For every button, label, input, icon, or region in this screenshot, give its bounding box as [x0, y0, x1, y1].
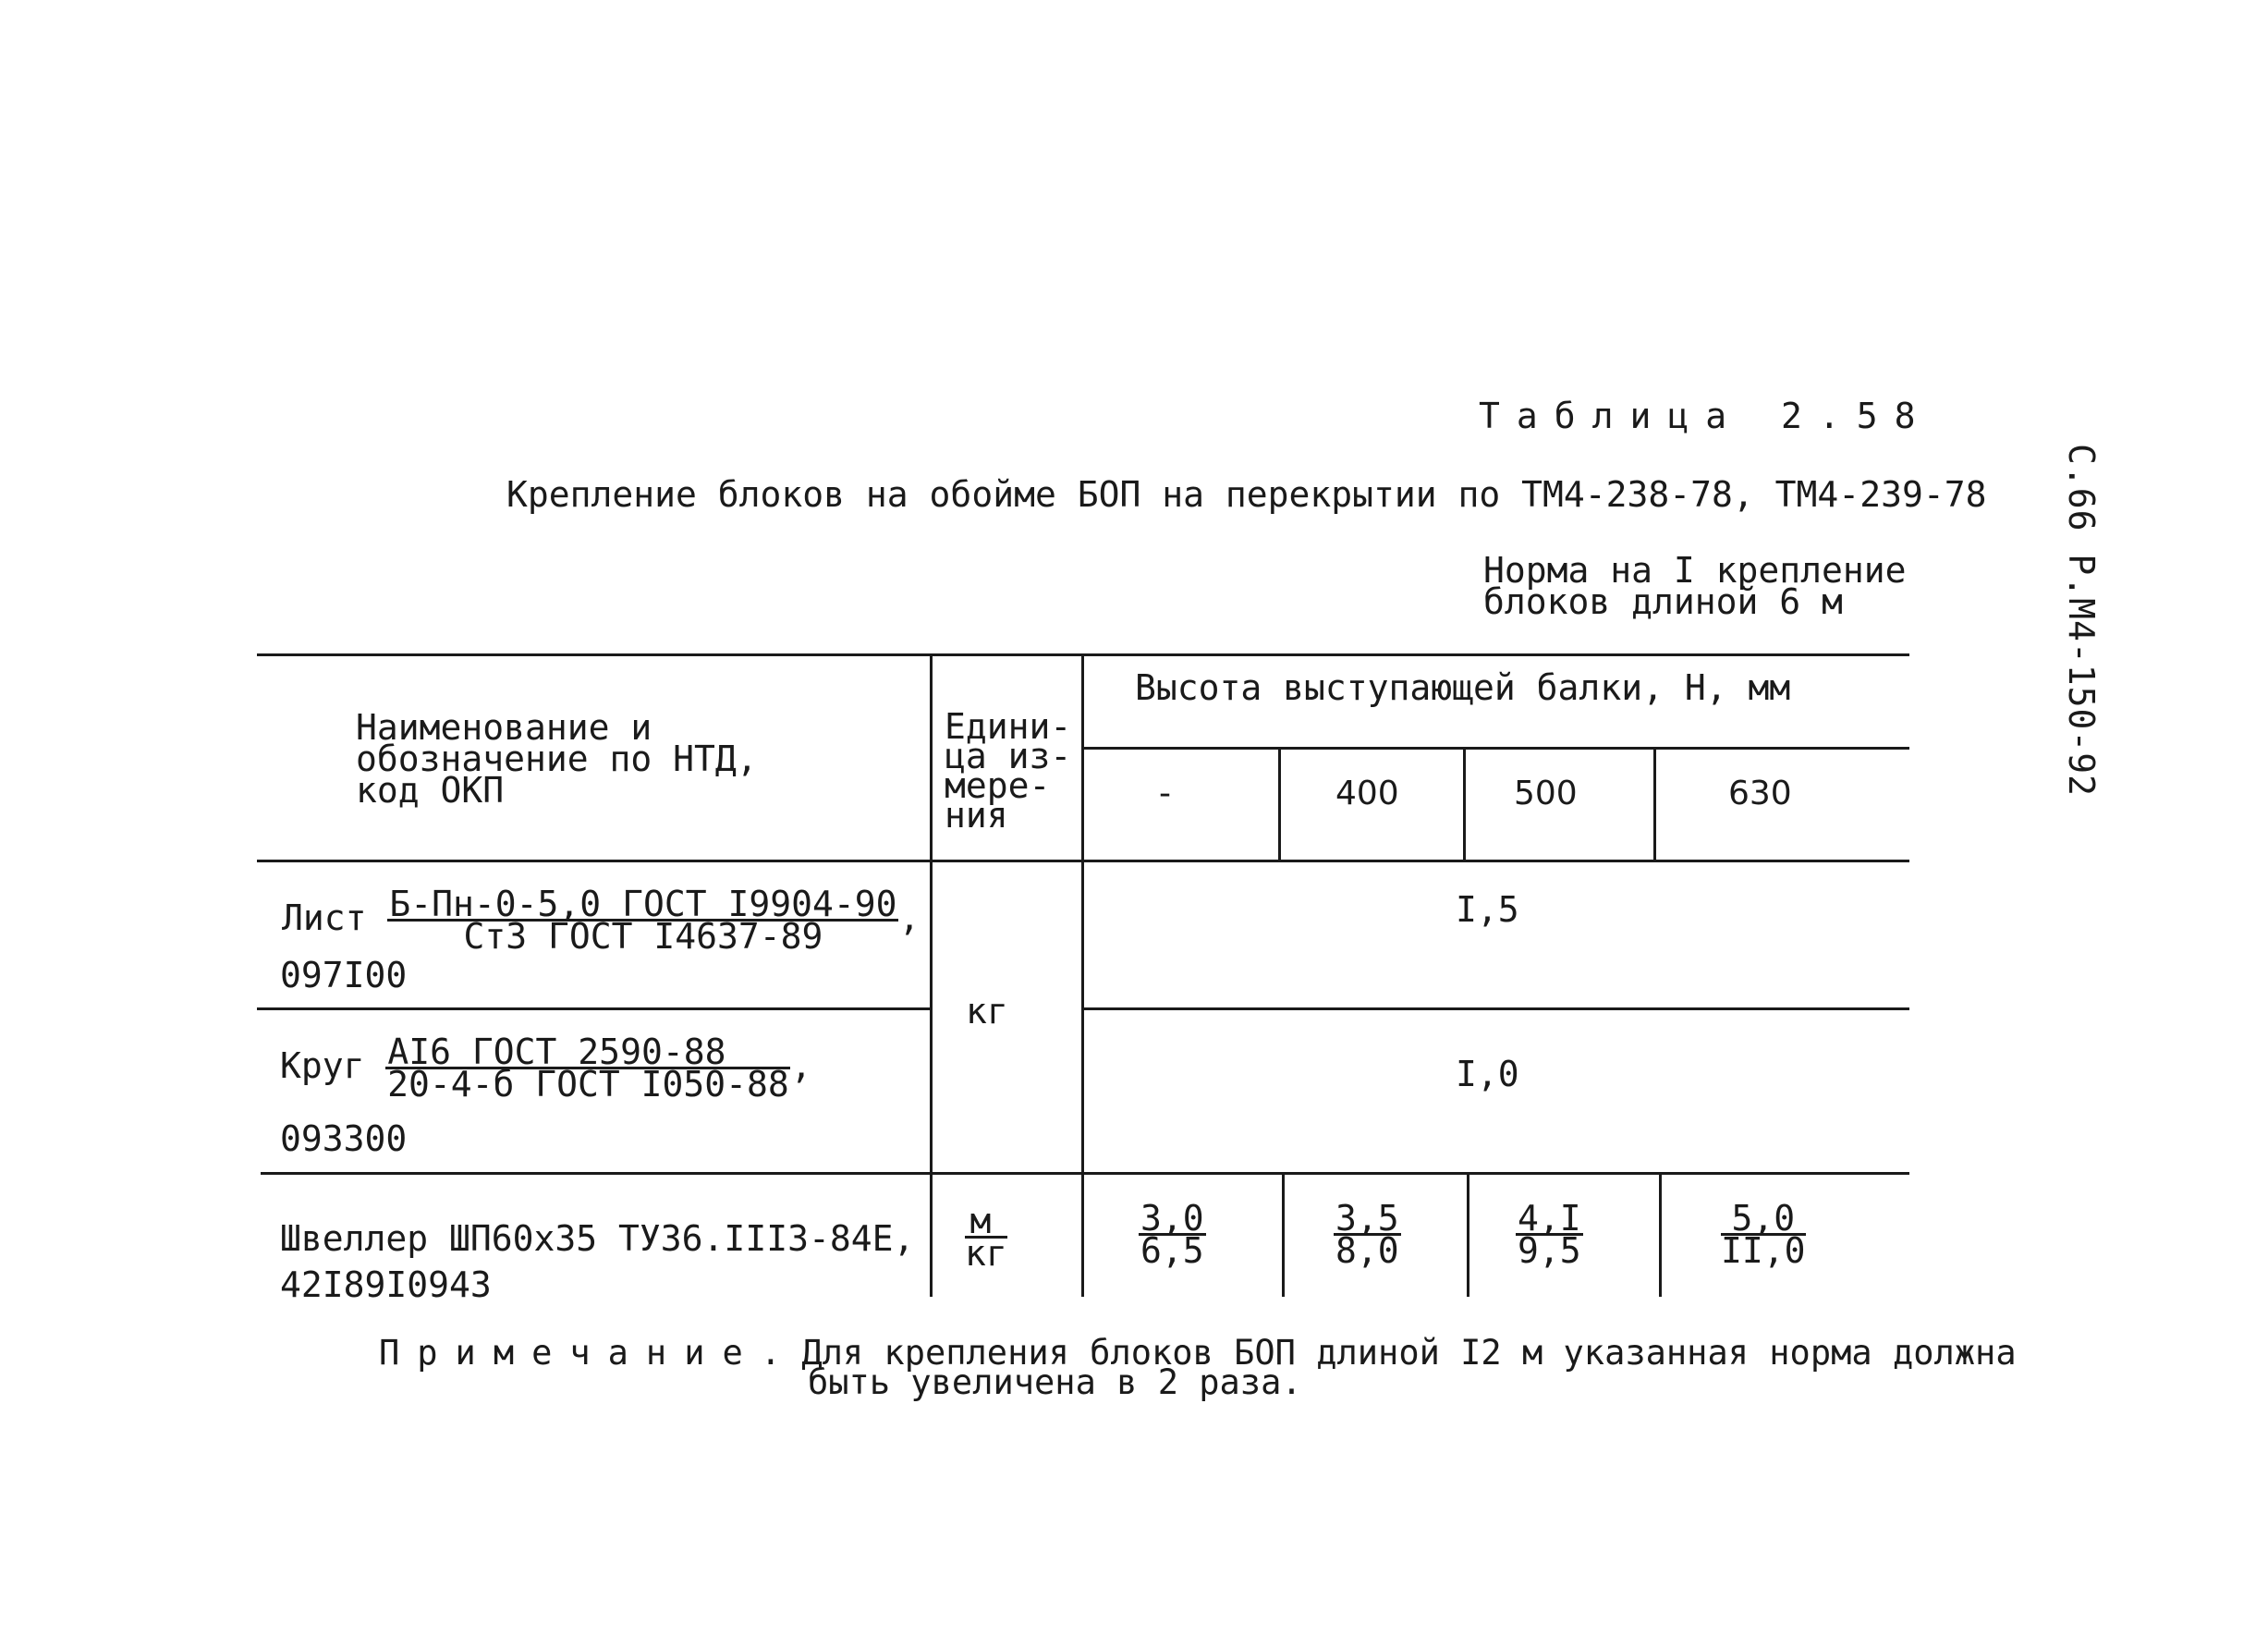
- row-krug-den: 20-4-б ГОСТ I050-88: [387, 1064, 789, 1105]
- row-shveller-value-3-num: 4,I: [1518, 1198, 1581, 1239]
- row-shveller-value-2-num: 3,5: [1335, 1198, 1399, 1239]
- table-label: Таблица 2.58: [1479, 396, 1933, 436]
- row-krug-suffix: ,: [790, 1045, 812, 1086]
- row-shveller-name-2: 42I89I0943: [280, 1264, 492, 1305]
- row-krug-code: 093300: [280, 1118, 408, 1159]
- height-col-630: 630: [1728, 775, 1792, 812]
- rule-height-header: [1081, 747, 1909, 750]
- page-title: Крепление блоков на обойме БОП на перекрытии по ТМ4-238-78, ТМ4-239-78: [506, 474, 1987, 515]
- col-name-header: [356, 707, 758, 811]
- rule-row1-left: [257, 1007, 932, 1010]
- height-col-500: 500: [1514, 775, 1578, 812]
- row-krug-name: [280, 1032, 812, 1105]
- row-krug-value: I,0: [1456, 1054, 1519, 1094]
- row-shveller-value-1-den: 6,5: [1140, 1230, 1204, 1271]
- row-shveller-value-2-den: 8,0: [1335, 1230, 1399, 1271]
- row-shveller-value-3: [1516, 1198, 1583, 1271]
- rule-row3-c3: [1659, 1172, 1662, 1297]
- row-shveller-value-1-fraction: [1139, 1198, 1206, 1271]
- shared-unit-kg: кг: [966, 991, 1008, 1032]
- row-shveller-value-2-fraction: [1334, 1198, 1401, 1271]
- row-shveller-unit-den: кг: [965, 1233, 1007, 1274]
- rule-row2-bottom: [261, 1172, 1909, 1175]
- row-shveller-value-4: [1721, 1198, 1806, 1271]
- rule-col-h2: [1463, 747, 1466, 860]
- row-list-prefix: Лист: [282, 897, 367, 938]
- side-document-code: С.66 Р.М4-150-92: [2061, 444, 2102, 798]
- row-list-fraction: [387, 884, 898, 957]
- row-krug-num: AI6 ГОСТ 2590-88: [385, 1037, 790, 1069]
- footnote-label: Примечание: [379, 1333, 761, 1373]
- row-shveller-value-4-num: 5,0: [1721, 1203, 1806, 1236]
- col-unit-header-line-4: ния: [945, 795, 1008, 836]
- rule-row3-c1: [1282, 1172, 1285, 1297]
- height-header: Высота выступающей балки, Н, мм: [1135, 667, 1791, 708]
- row-list-code: 097I00: [280, 955, 408, 995]
- row-shveller-name-1: Швеллер ШП60х35 ТУ36.III3-84Е,: [280, 1218, 915, 1259]
- row-list-num: Б-Пн-0-5,0 ГОСТ I9904-90: [389, 884, 897, 924]
- row-shveller-value-2: [1334, 1198, 1401, 1271]
- col-unit-header-line-3: мере-: [945, 765, 1051, 806]
- rule-col-unit-left: [930, 653, 933, 1297]
- row-list-value: I,5: [1456, 889, 1519, 930]
- row-shveller-value-4-fraction: [1721, 1198, 1806, 1271]
- row-shveller-unit: [965, 1201, 1007, 1274]
- row-list-den: Ст3 ГОСТ I4637-89: [463, 916, 823, 957]
- row-shveller-value-4-den: II,0: [1721, 1230, 1806, 1271]
- footnote-text-1: . Для крепления блоков БОП длиной I2 м указанная норма должна: [760, 1333, 2017, 1373]
- col-name-header-line-2: обозначение по НТД,: [356, 739, 758, 779]
- height-col-dash: -: [1159, 775, 1171, 812]
- rule-row1-right: [1081, 1007, 1909, 1010]
- col-unit-header-line-2: ца из-: [945, 736, 1072, 776]
- row-shveller-unit-num: м: [965, 1206, 1007, 1239]
- col-name-header-line-3: код ОКП: [356, 770, 505, 811]
- norm-note: [1483, 550, 1907, 622]
- rule-col-h3: [1653, 747, 1656, 860]
- col-unit-header: [945, 706, 1072, 836]
- row-shveller-unit-fraction: [965, 1201, 1007, 1274]
- row-shveller-value-3-den: 9,5: [1518, 1230, 1581, 1271]
- footnote-line-2: быть увеличена в 2 раза.: [808, 1362, 1302, 1402]
- rule-col-unit-right: [1081, 653, 1084, 1297]
- height-col-400: 400: [1335, 775, 1399, 812]
- col-name-header-line-1: Наименование и: [356, 707, 652, 748]
- row-shveller-value-3-fraction: [1516, 1198, 1583, 1271]
- norm-line-1: Норма на I крепление: [1483, 550, 1907, 591]
- footnote: [379, 1333, 2017, 1402]
- rule-row3-c2: [1467, 1172, 1469, 1297]
- row-shveller-value-1-num: 3,0: [1140, 1198, 1204, 1239]
- row-list-suffix: ,: [898, 897, 921, 938]
- rule-col-h1: [1278, 747, 1281, 860]
- norm-line-2: блоков длиной 6 м: [1483, 581, 1843, 622]
- row-list-name: [282, 884, 921, 957]
- row-krug-fraction: [385, 1032, 790, 1105]
- row-shveller-value-1: [1139, 1198, 1206, 1271]
- col-unit-header-line-1: Едини-: [945, 706, 1072, 747]
- row-krug-prefix: Круг: [280, 1045, 365, 1086]
